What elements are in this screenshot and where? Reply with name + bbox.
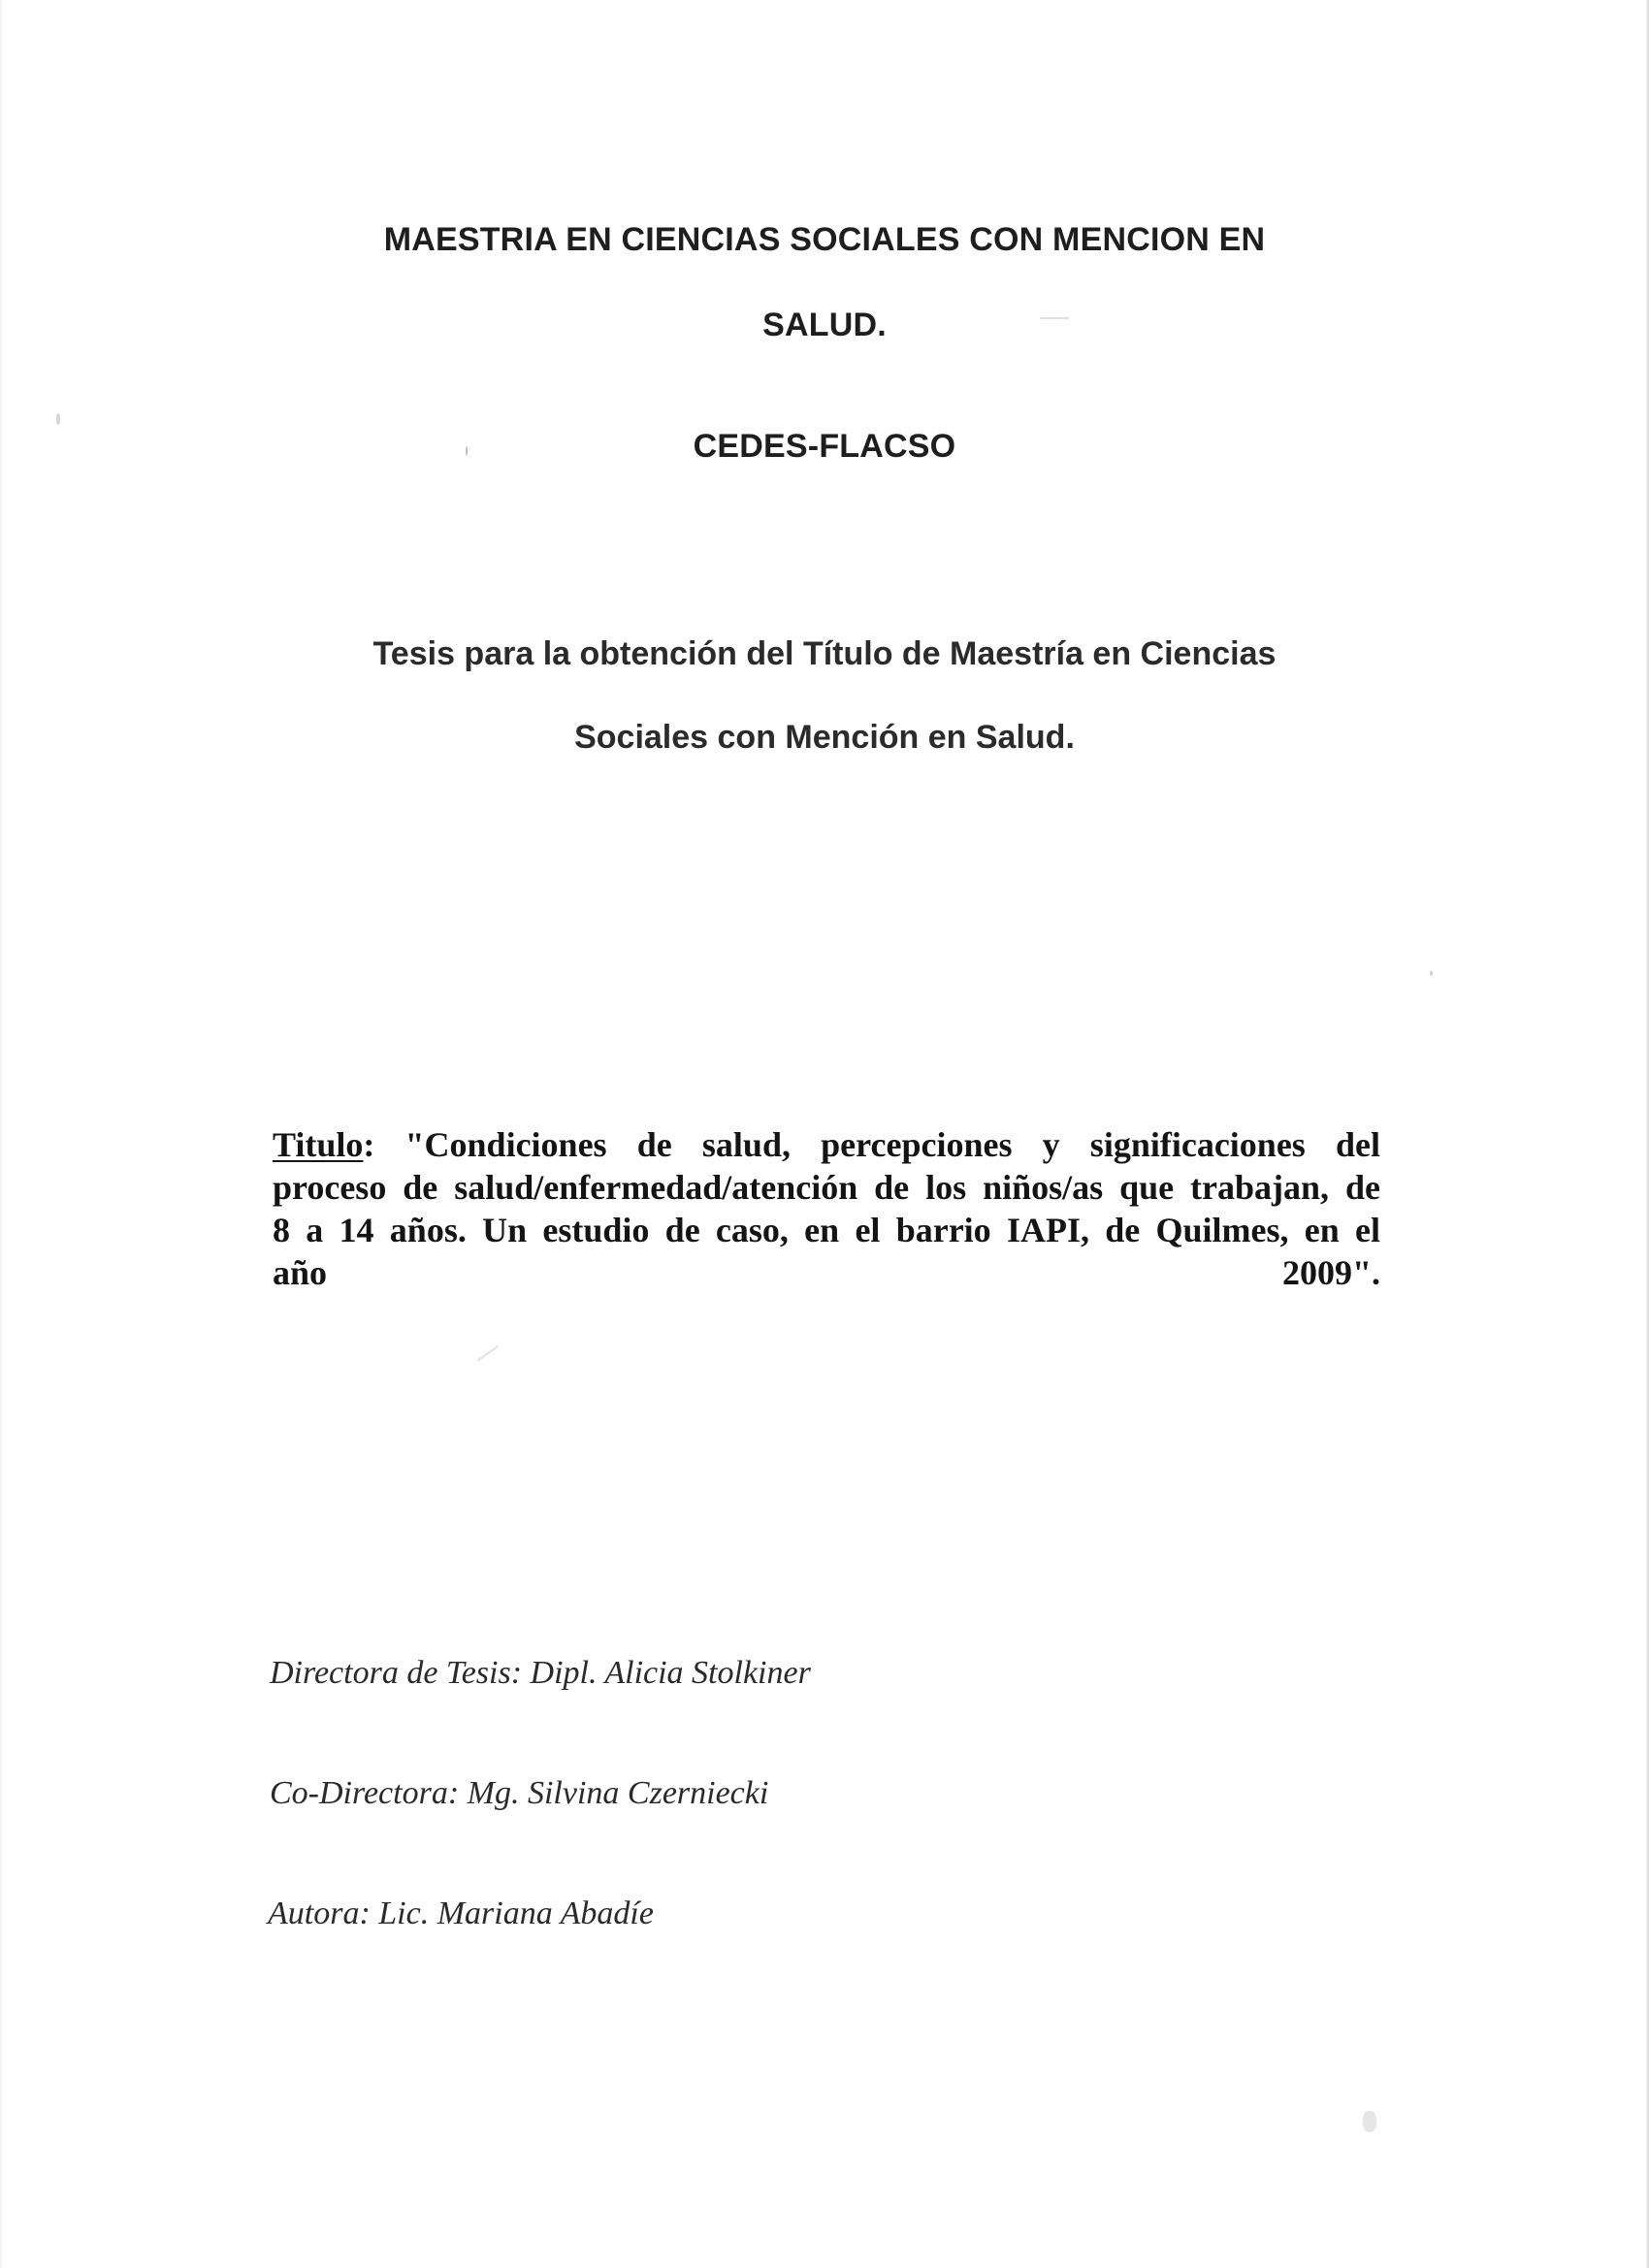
thesis-author: Autora: Lic. Mariana Abadíe [268,1895,654,1931]
institution-name: CEDES-FLACSO [693,428,956,465]
thesis-purpose-line1: Tesis para la obtención del Título de Maestría en Ciencias [372,635,1277,672]
thesis-co-director: Co-Directora: Mg. Silvina Czerniecki [270,1775,769,1811]
thesis-title-line2: proceso de salud/enfermedad/atención de los niños/as que trabajan, de [273,1168,1380,1207]
program-title-line2: SALUD. [762,307,887,343]
thesis-title-line3: 8 a 14 años. Un estudio de caso, en el barrio IAPI, de Quilmes, en el [273,1211,1380,1249]
thesis-title-line4 [273,1251,1380,1294]
scan-speck [1363,2111,1376,2132]
thesis-title-line1: Titulo: "Condiciones de salud, percepciones y significaciones del [273,1125,1380,1164]
program-title-line1: MAESTRIA EN CIENCIAS SOCIALES CON MENCION EN [383,221,1266,258]
scan-speck [56,413,60,425]
scan-speck [477,1345,499,1362]
title-label: Titulo [273,1125,364,1164]
thesis-title-year-label: año [273,1253,328,1292]
thesis-title-block [273,1123,1380,1294]
thesis-director: Directora de Tesis: Dipl. Alicia Stolkiner [270,1655,811,1691]
scan-speck [1430,971,1433,976]
thesis-title-text-line1: "Condiciones de salud, percepciones y significaciones del [404,1125,1380,1164]
thesis-title-year: 2009". [1282,1253,1380,1292]
thesis-purpose-line2: Sociales con Mención en Salud. [574,719,1075,756]
